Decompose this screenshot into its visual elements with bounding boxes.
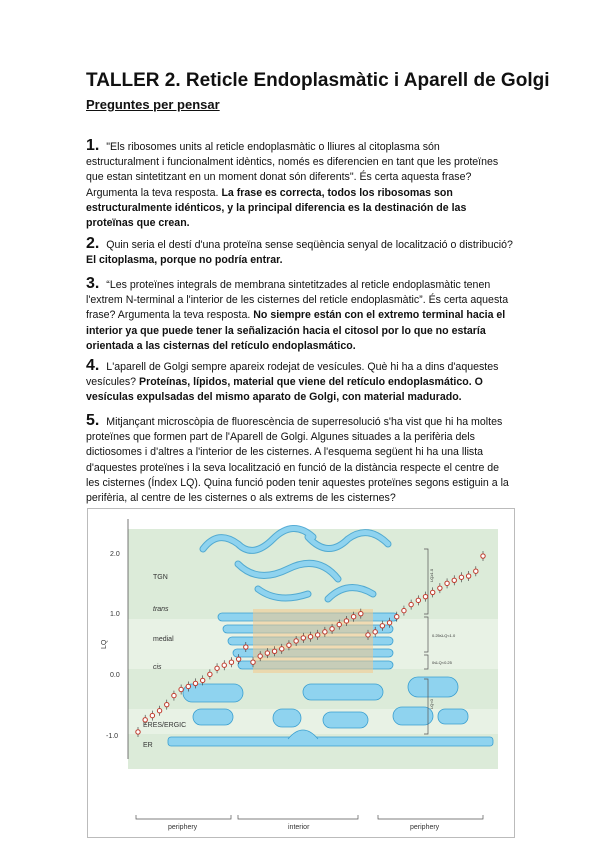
data-point [466,574,470,578]
data-point [294,639,298,643]
question-4 [86,358,514,406]
data-point [351,615,355,619]
question-answer: No siempre están con el extremo terminal hacia el interior ya que puede tener la señalización hacia el citosol por lo que no estaría orientada a las cisternas del retículo endoplasmático. [86,309,506,352]
data-point [308,635,312,639]
golgi-diagram [88,509,514,837]
data-point [337,622,341,626]
data-point [280,647,284,651]
data-point [200,678,204,682]
group-label-periphery-left: periphery [168,824,198,831]
protein-labels [136,771,483,813]
data-point [430,590,434,594]
data-point [172,693,176,697]
data-point [301,636,305,640]
y-tick-1: 1.0 [110,611,120,618]
group-label-periphery-right: periphery [410,824,440,831]
data-point [236,657,240,661]
data-point [265,651,269,655]
question-text: L'aparell de Golgi sempre apareix rodejat de vesícules. Què hi ha a dins d'aquestes vesícules? [86,361,499,389]
data-point [344,619,348,623]
bracket-label-low: 0≤LQ<0.25 [432,660,452,665]
region-label-cis: cis [153,664,162,671]
data-point [229,660,233,664]
region-label-eres: ERES/ERGIC [143,722,187,729]
question-text: “Les proteïnes integrals de membrana sintetitzades al reticle endoplasmàtic tenen l'extrem N-terminal a l'interior de les cisternes del reticle endoplasmàtic”. És certa aquesta frase? Argumenta la teva resposta. [86,279,509,322]
data-point [136,730,140,734]
y-axis-label: LQ [101,639,108,649]
data-point [474,569,478,573]
question-2 [86,236,514,268]
data-point [323,630,327,634]
data-point [287,643,291,647]
region-label-tgn: TGN [153,574,168,581]
group-brackets [136,815,483,819]
region-label-trans: trans [153,606,169,613]
data-point [157,709,161,713]
data-point [330,627,334,631]
data-point [272,649,276,653]
bracket-label-neg: LQ<0 [429,699,434,709]
data-point [258,654,262,658]
question-text: Mitjançant microscòpia de fluorescència de superresolució s'ha vist que hi ha moltes proteïnes que formen part de l'Aparell de Golgi. Algunes situades a la perifèria dels dictiosomes i d'altres a l'interior de les cisternes. A l'esquema següent hi ha una llista d'aquestes proteïnes i la seva localització en funció de la distància respecte el centre de les cisternes (Índex LQ). Quina funció poden tenir aquestes proteïnes segons estiguin a la perifèria, al centre de les cisternes o als extrems de les cisternes? [86,416,509,505]
question-5 [86,413,514,506]
question-answer: La frase es correcta, todos los ribosomas son estructuralmente idénticos, y la principal diferencia es la destinación de las proteïnas que crean. [86,186,467,230]
data-point [423,594,427,598]
data-point [481,554,485,558]
question-number: 2. [86,235,100,252]
protein-labels-mid [238,771,358,813]
data-point [193,681,197,685]
data-point [143,718,147,722]
data-point [459,575,463,579]
question-answer: El citoplasma, porque no podría entrar. [86,254,283,267]
data-point [244,645,248,649]
data-point [179,687,183,691]
question-number: 3. [86,275,100,292]
bracket-label-mid: 0.25≤LQ<1.0 [432,633,456,638]
er-membrane [168,737,493,746]
data-point [373,630,377,634]
data-point [445,581,449,585]
protein-labels-left [136,771,231,813]
y-tick-neg1: -1.0 [106,733,119,740]
question-number: 4. [86,357,100,374]
data-point [409,602,413,606]
data-point [315,633,319,637]
data-point [416,598,420,602]
data-point [366,633,370,637]
group-label-interior: interior [288,824,310,831]
question-answer: Proteínas, lípidos, material que viene del retículo endoplasmático. O vesículas expulsadas del mismo aparato de Golgi, con material madurado. [86,376,483,404]
data-point [208,672,212,676]
region-label-medial: medial [153,636,174,643]
golgi-lq-figure [87,508,515,838]
data-point [215,666,219,670]
page-subtitle: Preguntes per pensar [86,97,220,112]
question-1 [86,138,514,231]
data-point [222,663,226,667]
data-point [359,611,363,615]
question-number: 5. [86,412,100,429]
region-label-er: ER [143,742,153,749]
bracket-label-top: LQ≥1.0 [429,568,434,582]
y-tick-0: 0.0 [110,672,120,679]
page-title: TALLER 2. Reticle Endoplasmàtic i Aparell de Golgi [86,70,550,91]
data-point [186,684,190,688]
data-point [438,586,442,590]
data-point [395,615,399,619]
question-text: "Els ribosomes units al reticle endoplasmàtic o lliures al citoplasma són estructuralment i funcionalment idèntics, només es diferencien en tant que les proteïnes que estan sintetitzant en un moment donat són diferents". És certa aquesta frase? Argumenta la teva resposta. [86,141,499,199]
data-point [150,713,154,717]
question-text: Quin seria el destí d'una proteïna sense seqüència senyal de localització o distribució? [106,239,513,251]
protein-labels-right [378,771,483,813]
data-point [251,660,255,664]
question-number: 1. [86,137,100,154]
data-point [165,702,169,706]
data-point [387,621,391,625]
data-point [380,624,384,628]
data-point [452,578,456,582]
data-point [402,608,406,612]
question-3 [86,276,514,354]
y-tick-2: 2.0 [110,551,120,558]
